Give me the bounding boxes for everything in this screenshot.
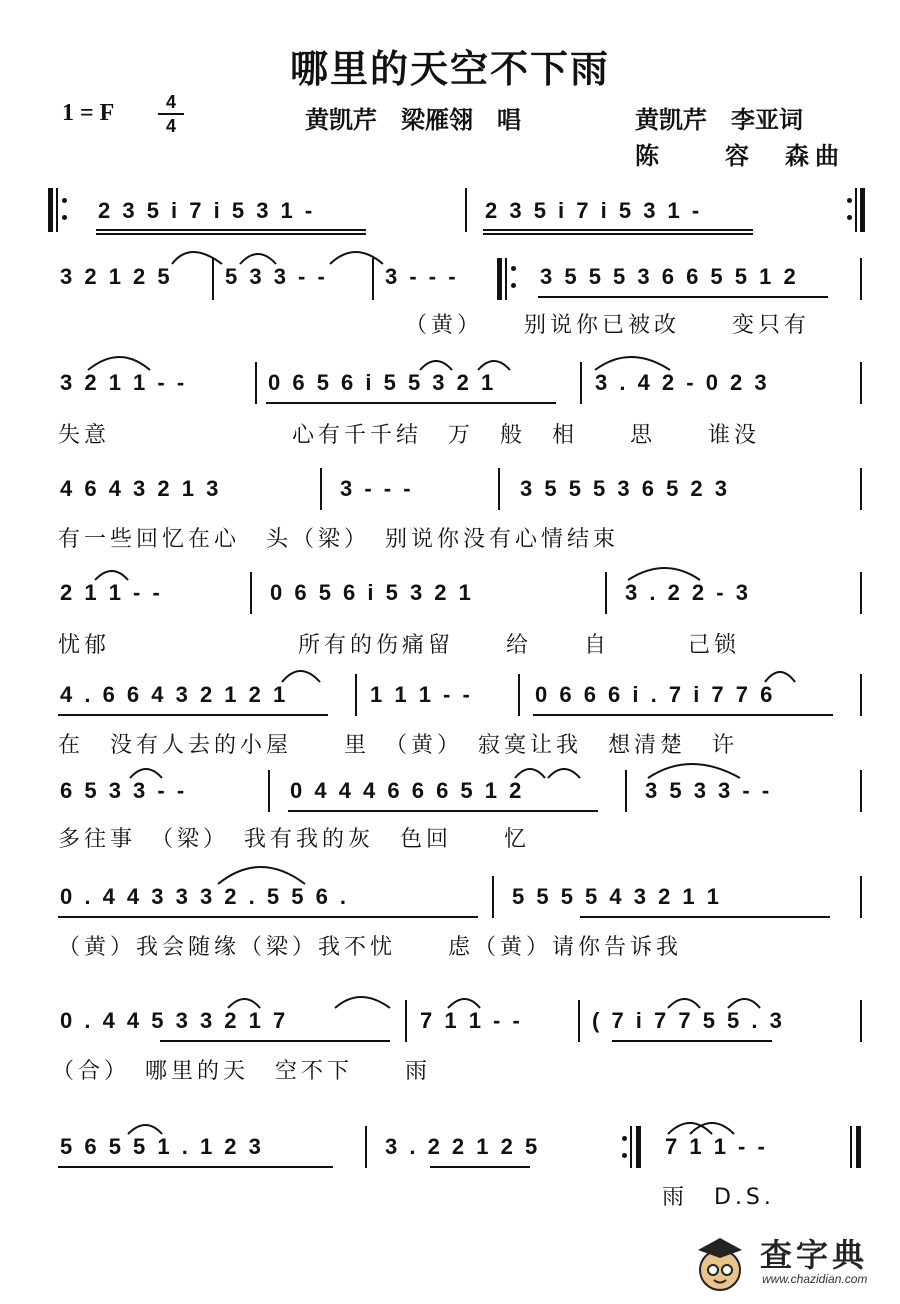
staff-measure: 5 5 5 5 4 3 2 1 1 xyxy=(512,884,723,909)
staff-measure: 4 . 6 6 4 3 2 1 2 1 xyxy=(60,682,289,707)
staff-measure: 6 5 3 3 - - xyxy=(60,778,188,803)
lyric-line: （黄） 别说你已被改 变只有 xyxy=(405,313,811,338)
staff-measure: 0 . 4 4 5 3 3 2 1 7 xyxy=(60,1008,289,1033)
time-signature xyxy=(158,92,184,136)
song-title: 哪里的天空不下雨 xyxy=(289,47,610,91)
staff-measure: 3 5 5 5 3 6 5 2 3 xyxy=(520,476,731,501)
staff-measure: 5 6 5 5 1 . 1 2 3 xyxy=(60,1134,264,1159)
staff-measure: 3 . 2 2 - 3 xyxy=(625,580,751,605)
staff-measure: 3 5 3 3 - - xyxy=(645,778,773,803)
staff-measure: 0 6 5 6 i 5 5 3 2 1 xyxy=(268,370,497,395)
time-signature-top: 4 xyxy=(165,92,176,112)
staff-measure: 0 6 5 6 i 5 3 2 1 xyxy=(270,580,474,605)
singers-credit: 黄凯芹 梁雁翎 唱 xyxy=(305,106,521,134)
staff-measure: 0 . 4 4 3 3 3 2 . 5 5 6 . xyxy=(60,884,350,909)
logo-brand: 查字典 xyxy=(760,1236,869,1274)
staff-measure: 3 - - - xyxy=(385,264,459,289)
staff-measure: 2 3 5 i 7 i 5 3 1 - xyxy=(98,198,316,223)
lyric-line: （合） 哪里的天 空不下 雨 xyxy=(52,1059,432,1084)
lyric-line: 雨 D.S. xyxy=(662,1185,775,1210)
lyric-line: 有一些回忆在心 头（梁） 别说你没有心情结束 xyxy=(58,527,620,552)
staff-measure: 7 1 1 - - xyxy=(665,1134,768,1159)
staff-measure: 1 1 1 - - xyxy=(370,682,473,707)
lyric-line: 多往事 （梁） 我有我的灰 色回 忆 xyxy=(58,827,531,852)
staff-measure: 3 - - - xyxy=(340,476,414,501)
staff-measure: 3 2 1 1 - - xyxy=(60,370,188,395)
time-signature-bottom: 4 xyxy=(165,116,176,136)
logo-url[interactable]: www.chazidian.com xyxy=(762,1272,868,1286)
lyric-line: （黄）我会随缘（梁）我不忧 虑（黄）请你告诉我 xyxy=(58,935,683,960)
lyric-line: 所有的伤痛留 给 自 己锁 xyxy=(298,633,741,658)
staff-measure: 3 . 4 2 - 0 2 3 xyxy=(595,370,770,395)
composer-credit: 陈 容 森曲 xyxy=(635,142,845,170)
lyric-line: 在 没有人去的小屋 里 （黄） 寂寞让我 想清楚 许 xyxy=(58,733,739,758)
key-signature: 1 = F xyxy=(62,100,115,126)
staff-measure: 2 3 5 i 7 i 5 3 1 - xyxy=(485,198,703,223)
staff-measure: 0 4 4 4 6 6 6 5 1 2 xyxy=(290,778,525,803)
lyric-line: 心有千千结 万 般 相 思 谁没 xyxy=(292,423,761,448)
staff-measure: 3 2 1 2 5 xyxy=(60,264,173,289)
staff-measure: ( 7 i 7 7 5 5 . 3 xyxy=(592,1008,785,1033)
lyricist-credit: 黄凯芹 李亚词 xyxy=(635,106,803,134)
staff-measure: 7 1 1 - - xyxy=(420,1008,523,1033)
staff-measure: 3 5 5 5 3 6 6 5 5 1 2 xyxy=(540,264,799,289)
staff-measure: 0 6 6 6 i . 7 i 7 7 6 xyxy=(535,682,776,707)
staff-measure: 3 . 2 2 1 2 5 xyxy=(385,1134,541,1159)
lyric-line: 失意 xyxy=(58,423,111,448)
staff-measure: 5 3 3 - - xyxy=(225,264,328,289)
staff-measure: 2 1 1 - - xyxy=(60,580,163,605)
staff-measure: 4 6 4 3 2 1 3 xyxy=(60,476,222,501)
lyric-line: 忧郁 xyxy=(58,633,111,658)
